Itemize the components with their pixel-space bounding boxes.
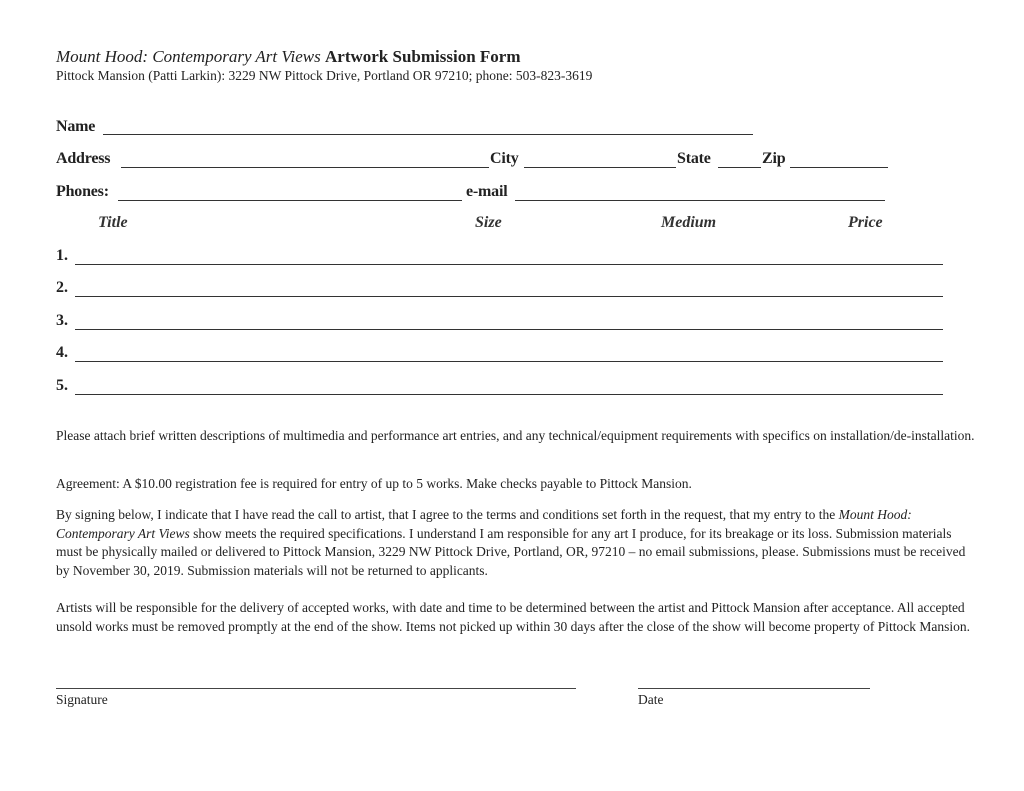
show-title: Mount Hood: Contemporary Art Views bbox=[56, 47, 321, 66]
signing-statement bbox=[56, 506, 976, 580]
form-name: Artwork Submission Form bbox=[325, 47, 521, 66]
city-label: City bbox=[490, 150, 519, 167]
entry-number: 1. bbox=[56, 247, 68, 264]
entry-number: 2. bbox=[56, 279, 68, 296]
contact-info: Pittock Mansion (Patti Larkin): 3229 NW Pittock Drive, Portland OR 97210; phone: 503-823-3619 bbox=[56, 68, 593, 83]
zip-field[interactable] bbox=[790, 167, 888, 168]
signature-label: Signature bbox=[56, 692, 108, 707]
signing-post: show meets the required specifications. I understand I am responsible for any art I produce, for its breakage or its loss. Submission materials must be physically mailed or delivered to Pittock Mansion, 3229 NW Pittock Drive, Portland, OR, 97210 – no email submissions, please. Submissions must be received by November 30, 2019. Submission materials will not be returned to applicants. bbox=[56, 525, 966, 578]
email-field[interactable] bbox=[515, 200, 885, 201]
attach-instructions: Please attach brief written descriptions of multimedia and performance art entries, and any technical/equipment requirements with specifics on installation/de-installation. bbox=[56, 428, 975, 443]
name-field[interactable] bbox=[103, 134, 753, 135]
name-label: Name bbox=[56, 118, 96, 135]
entry-line[interactable] bbox=[75, 264, 943, 265]
state-field[interactable] bbox=[718, 167, 761, 168]
signing-show-title: Mount Hood: Contemporary Art Views bbox=[56, 507, 912, 541]
delivery-terms: Artists will be responsible for the delivery of accepted works, with date and time to be determined between the artist and Pittock Mansion after acceptance. All accepted unsold works must be removed promptly at the end of the show. Items not picked up within 30 days after the close of the show will become property of Pittock Mansion. bbox=[56, 600, 970, 634]
city-field[interactable] bbox=[524, 167, 676, 168]
entry-number: 4. bbox=[56, 344, 68, 361]
signing-pre: By signing below, I indicate that I have read the call to artist, that I agree to the terms and conditions set forth in the request, that my entry to the bbox=[56, 507, 836, 522]
signature-field[interactable] bbox=[56, 688, 576, 689]
address-label: Address bbox=[56, 150, 111, 167]
agreement-text: Agreement: A $10.00 registration fee is required for entry of up to 5 works. Make checks payable to Pittock Mansion. bbox=[56, 476, 692, 491]
entry-line[interactable] bbox=[75, 296, 943, 297]
email-label: e-mail bbox=[466, 183, 508, 200]
phones-label: Phones: bbox=[56, 183, 109, 200]
entry-line[interactable] bbox=[75, 361, 943, 362]
date-label: Date bbox=[638, 692, 664, 707]
entry-number: 3. bbox=[56, 312, 68, 329]
phones-field[interactable] bbox=[118, 200, 462, 201]
entry-line[interactable] bbox=[75, 394, 943, 395]
form-title bbox=[56, 47, 521, 67]
column-size: Size bbox=[475, 214, 502, 231]
address-field[interactable] bbox=[121, 167, 489, 168]
state-label: State bbox=[677, 150, 711, 167]
zip-label: Zip bbox=[762, 150, 786, 167]
column-medium: Medium bbox=[661, 214, 717, 231]
column-price: Price bbox=[848, 214, 883, 231]
entry-number: 5. bbox=[56, 377, 68, 394]
date-field[interactable] bbox=[638, 688, 870, 689]
entry-line[interactable] bbox=[75, 329, 943, 330]
column-title: Title bbox=[98, 214, 128, 231]
